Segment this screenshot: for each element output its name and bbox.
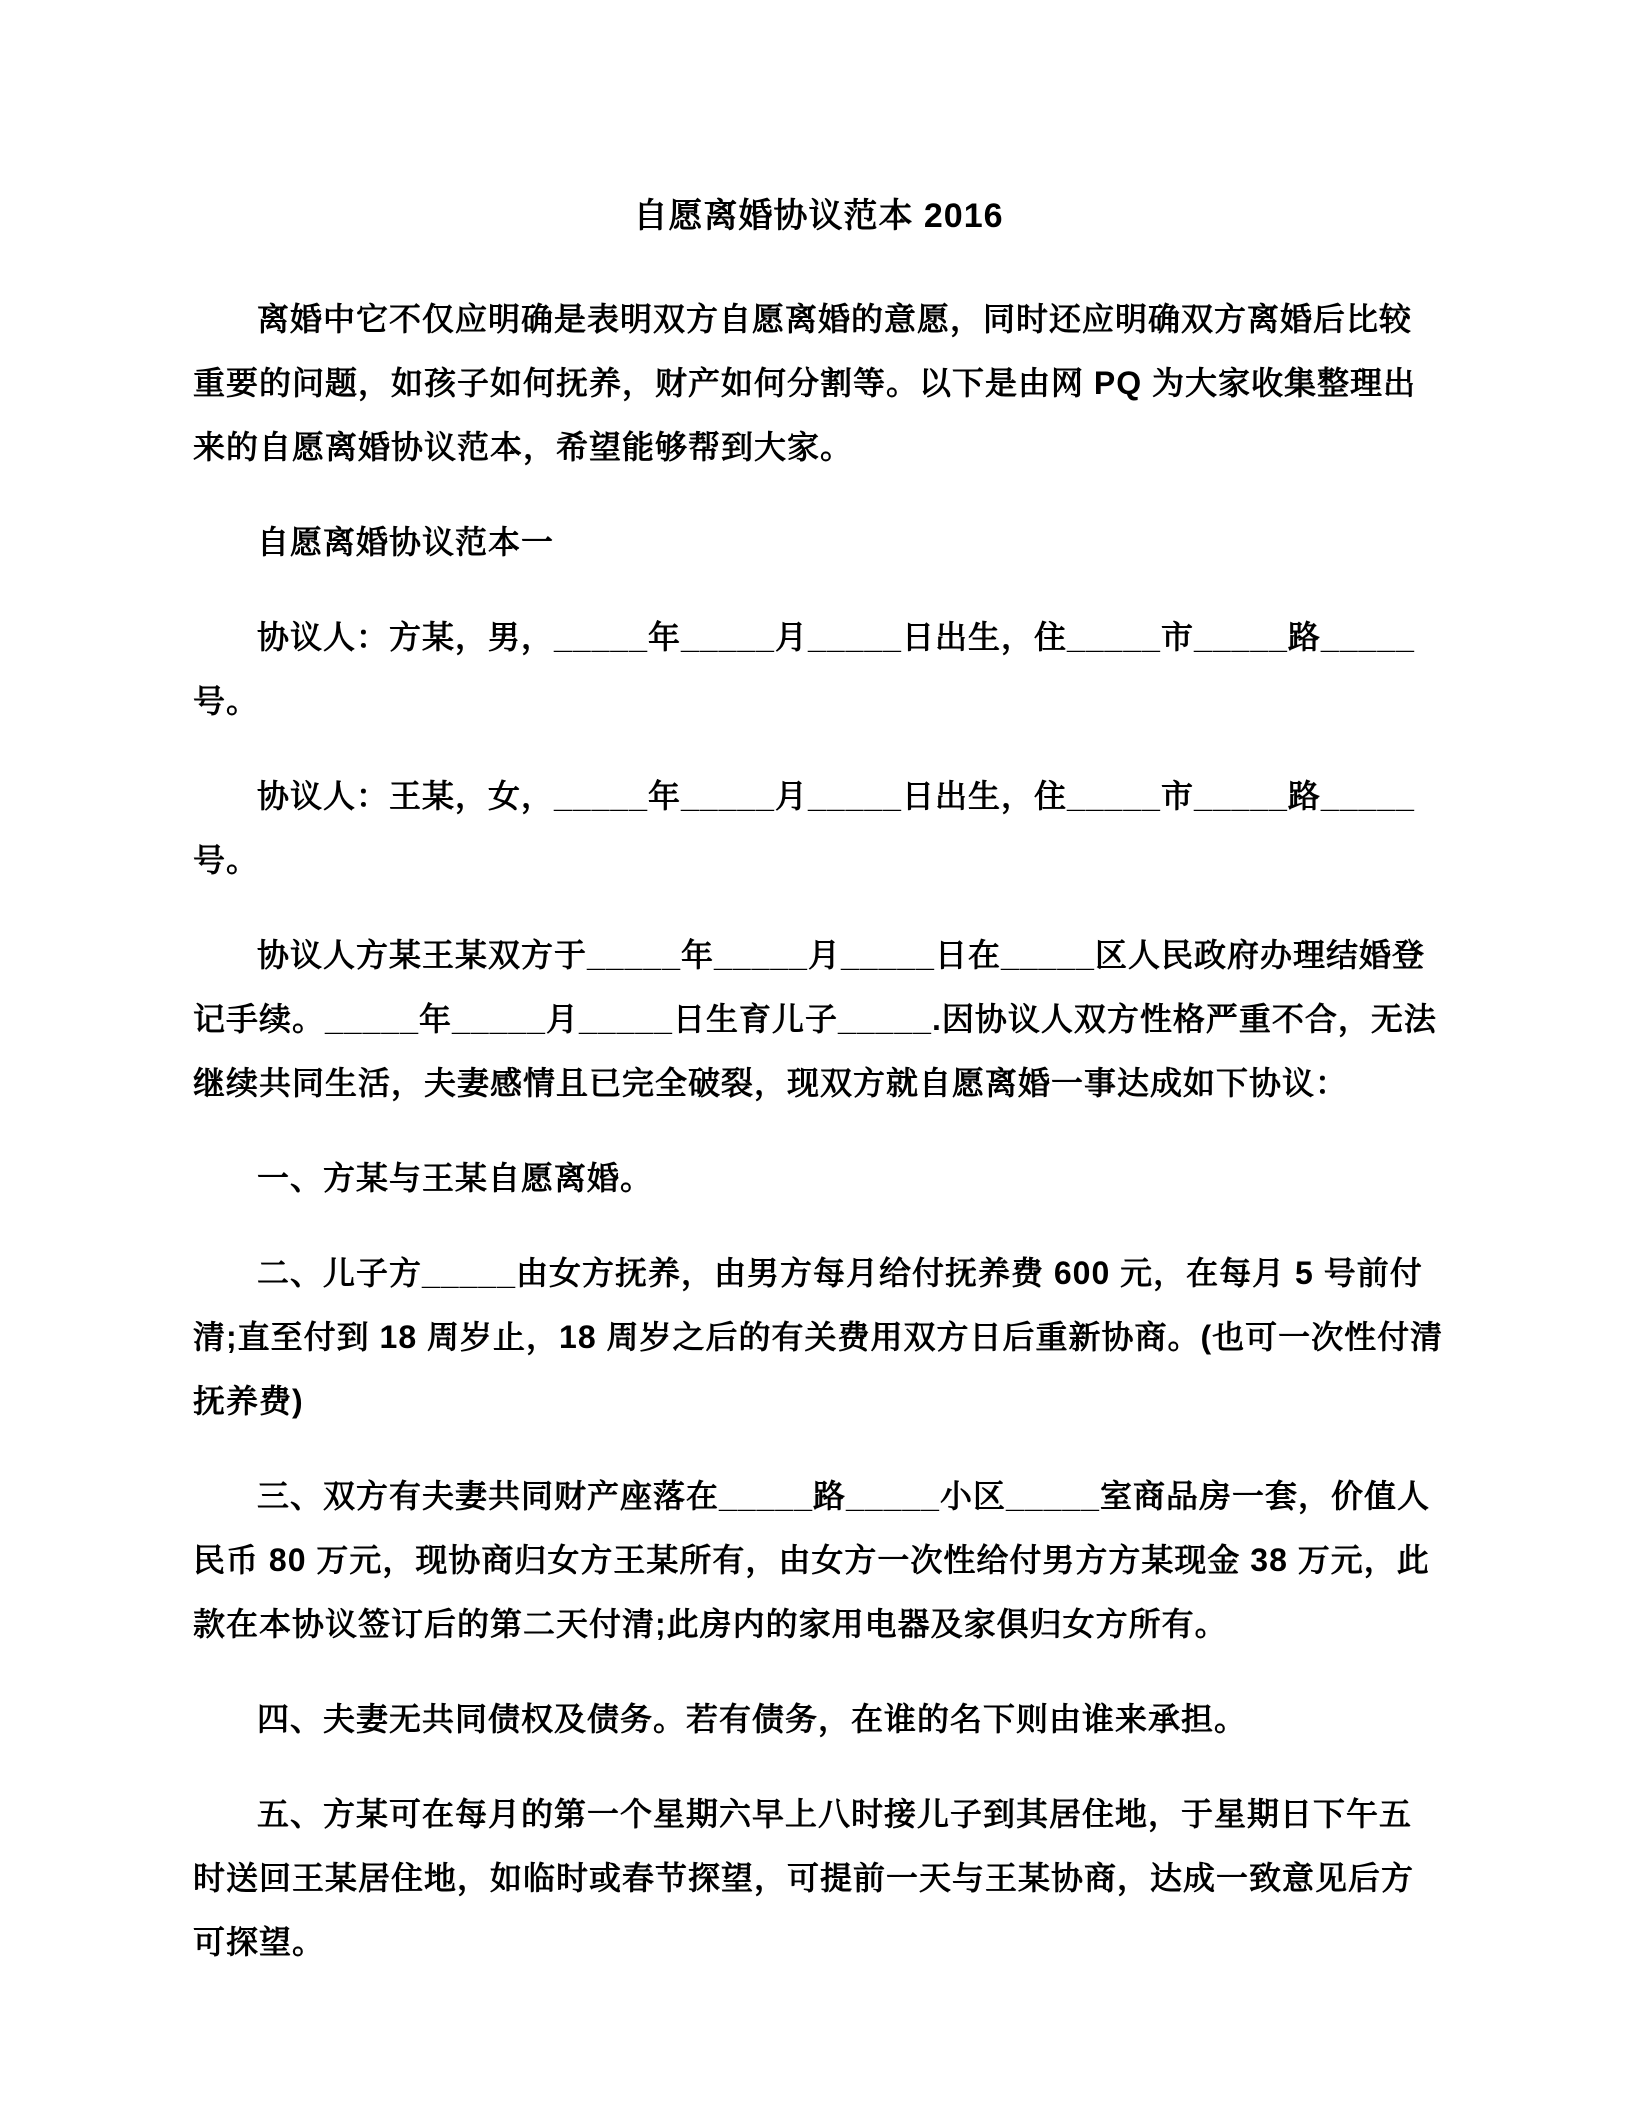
marriage-facts-paragraph: 协议人方某王某双方于_____年_____月_____日在_____区人民政府办理结婚登记手续。_____年_____月_____日生育儿子_____.因协议人双方性格严重不合，无法继续共同生活，夫妻感情且已完全破裂，现双方就自愿离婚一事达成如下协议： [193,937,1437,1101]
party-a-line: 协议人：方某，男，_____年_____月_____日出生，住_____市_____路_____号。 [193,619,1415,719]
section-subtitle: 自愿离婚协议范本一 [257,524,555,560]
party-b-line: 协议人：王某，女，_____年_____月_____日出生，住_____市_____路_____号。 [193,778,1415,878]
page-title: 自愿离婚协议范本 2016 [633,197,1004,235]
clause-5: 五、方某可在每月的第一个星期六早上八时接儿子到其居住地，于星期日下午五时送回王某居住地，如临时或春节探望，可提前一天与王某协商，达成一致意见后方可探望。 [193,1796,1415,1960]
clause-2: 二、儿子方_____由女方抚养，由男方每月给付抚养费 600 元，在每月 5 号前付清;直至付到 18 周岁止，18 周岁之后的有关费用双方日后重新协商。(也可一次性付清抚养费) [193,1255,1444,1419]
intro-paragraph: 离婚中它不仅应明确是表明双方自愿离婚的意愿，同时还应明确双方离婚后比较重要的问题，如孩子如何抚养，财产如何分割等。以下是由网 PQ 为大家收集整理出来的自愿离婚协议范本，希望能够帮到大家。 [193,301,1417,465]
clause-3: 三、双方有夫妻共同财产座落在_____路_____小区_____室商品房一套，价值人民币 80 万元，现协商归女方王某所有，由女方一次性给付男方方某现金 38 万元，此款在本协议签订后的第二天付清;此房内的家用电器及家俱归女方所有。 [193,1478,1430,1642]
clause-1: 一、方某与王某自愿离婚。 [257,1160,654,1196]
clause-4: 四、夫妻无共同债权及债务。若有债务，在谁的名下则由谁来承担。 [257,1701,1248,1737]
